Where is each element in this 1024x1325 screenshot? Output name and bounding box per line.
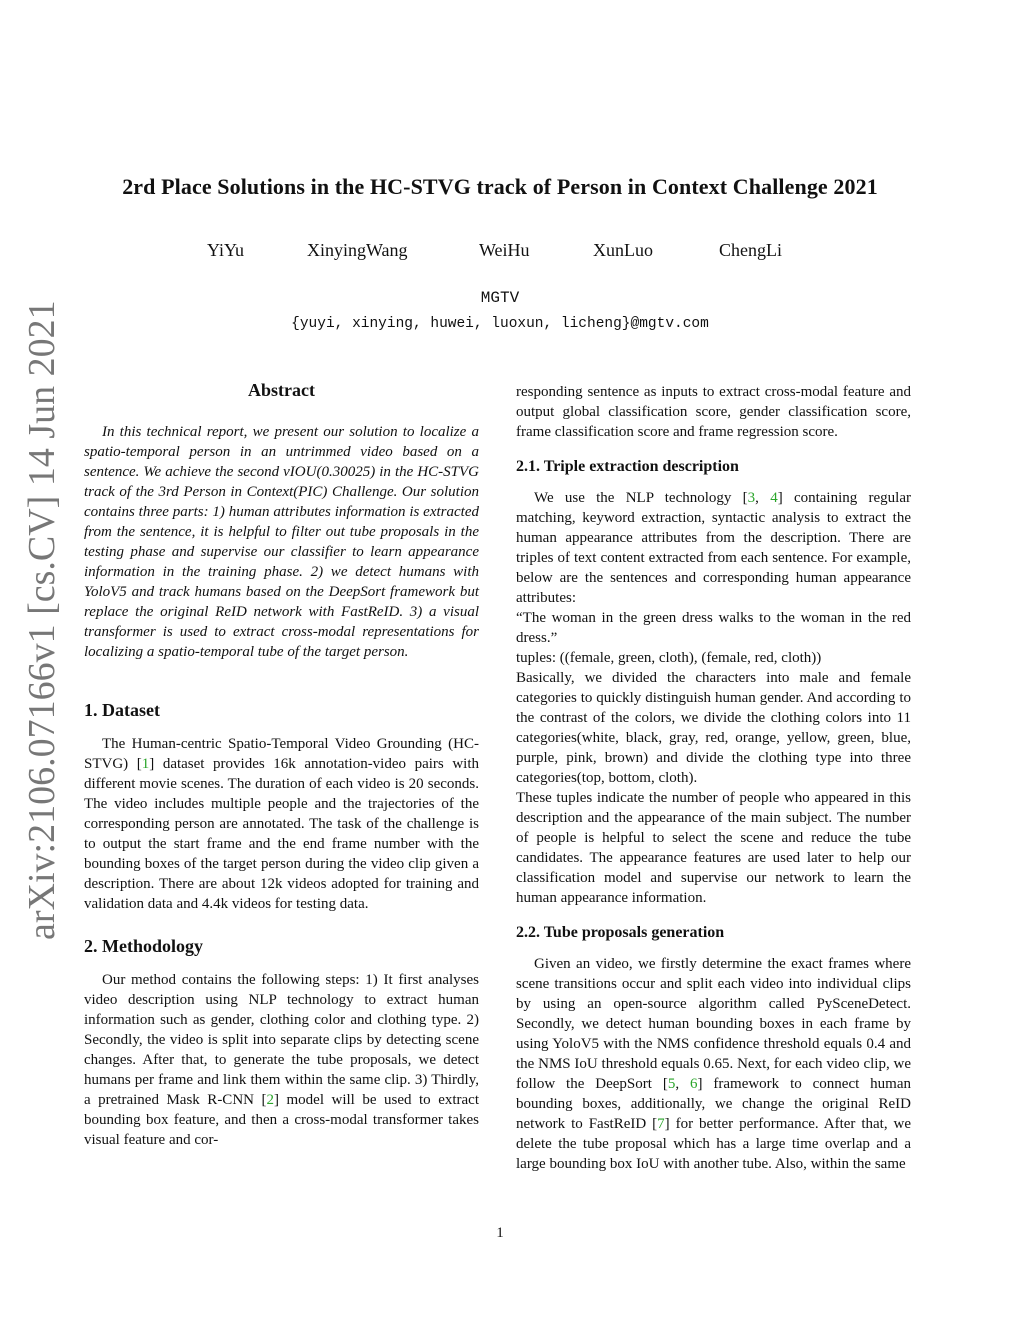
author-name: XunLuo xyxy=(593,240,653,260)
text-run: Given an video, we firstly determine the exact frames where scene transitions occur and split each video into individual clips by using an open-source algorithm called PySceneDetect. Secondly, we detect human bounding boxes in each frame by using YoloV5 with the NMS confidence threshold equals 0.4 and the NMS IoU threshold equals 0.65. Next, for each video clip, we follow the DeepSort [ xyxy=(516,956,911,1092)
example-tuples: tuples: ((female, green, cloth), (female, red, cloth)) xyxy=(516,650,822,666)
section-heading-tube-proposals: 2.2. Tube proposals generation xyxy=(516,924,725,941)
dataset-paragraph xyxy=(84,734,479,914)
abstract-heading: Abstract xyxy=(248,380,315,400)
text-run: ] model will be used to extract bounding box feature, and then a cross-modal transformer takes visual feature and cor- xyxy=(84,1092,479,1148)
author-emails: {yuyi, xinying, huwei, luoxun, licheng}@mgtv.com xyxy=(291,316,709,332)
text-run: ] for better performance. After that, we delete the tube proposal which has a large time overlap and a large bounding box IoU with another tube. Also, within the same xyxy=(516,1116,912,1172)
page-number: 1 xyxy=(496,1225,504,1241)
triple-paragraph xyxy=(516,488,911,608)
text-run: The Human-centric Spatio-Temporal Video Grounding (HC-STVG) [ xyxy=(84,736,479,772)
author-name: YiYu xyxy=(207,240,245,260)
citation-link[interactable]: 7 xyxy=(657,1116,665,1132)
example-quote: “The woman in the green dress walks to the woman in the red dress.” xyxy=(516,610,911,646)
section-heading-triple-extraction: 2.1. Triple extraction description xyxy=(516,458,739,475)
methodology-continuation: responding sentence as inputs to extract cross-modal feature and output global classification score, gender classification score, frame classification score and frame regression score. xyxy=(516,384,911,440)
text-run: ] containing regular matching, keyword extraction, syntactic analysis to extract the human appearance attributes from the description. There are triples of text content extracted from each sentence. For example, below are the sentences and corresponding human appearance attributes: xyxy=(516,490,911,606)
author-name: XinyingWang xyxy=(307,240,408,260)
tuples-usage-paragraph: These tuples indicate the number of people who appeared in this description and the appearance of the main subject. The number of people is helpful to select the scene and reduce the tube candidates. The appearance features are used later to help our classification model and supervise our network to learn the human appearance information. xyxy=(516,790,911,906)
author-name: WeiHu xyxy=(479,240,530,260)
text-run: , xyxy=(755,490,771,506)
author-list xyxy=(200,240,800,266)
text-run: ] framework to connect human bounding boxes, additionally, we change the original ReID network to FastReID [ xyxy=(516,1076,911,1132)
author-name: ChengLi xyxy=(719,240,782,260)
citation-link[interactable]: 4 xyxy=(770,490,778,506)
left-column xyxy=(84,378,479,1150)
section-heading-methodology: 2. Methodology xyxy=(84,936,203,956)
text-run: ] dataset provides 16k annotation-video pairs with different movie scenes. The duration of each video is 20 seconds. The video includes multiple people and the trajectories of the corresponding person are annotated. The task of the challenge is to output the start frame and the end frame number with the bounding boxes of the target person during the video clip given a description. There are about 12k videos adopted for training and validation data and 4.4k videos for testing data. xyxy=(84,756,479,912)
citation-link[interactable]: 3 xyxy=(747,490,756,506)
citation-link[interactable]: 1 xyxy=(141,756,150,772)
tube-proposals-paragraph xyxy=(516,954,911,1174)
citation-link[interactable]: 2 xyxy=(266,1092,274,1108)
paper-title: 2rd Place Solutions in the HC-STVG track of Person in Context Challenge 2021 xyxy=(122,174,878,199)
text-run: We use the NLP technology [ xyxy=(534,490,748,506)
gender-color-paragraph: Basically, we divided the characters into male and female categories to quickly distinguish human gender. And according to the contrast of the colors, we divide the clothing colors into 11 categories(white, black, gray, red, orange, yellow, green, blue, purple, pink, brown) and divide the clothing type into three categories(top, bottom, cloth). xyxy=(516,670,911,786)
section-heading-dataset: 1. Dataset xyxy=(84,700,160,720)
methodology-paragraph xyxy=(84,970,479,1150)
citation-link[interactable]: 6 xyxy=(689,1076,698,1092)
arxiv-identifier: arXiv:2106.07166v1 [cs.CV] 14 Jun 2021 xyxy=(21,300,63,940)
right-column xyxy=(516,382,911,1174)
text-run: , xyxy=(675,1076,690,1092)
abstract-text: In this technical report, we present our solution to localize a spatio-temporal person in an untrimmed video based on a sentence. We achieve the second vIOU(0.30025) in the HC-STVG track of the 3rd Person in Context(PIC) Challenge. Our solution contains three parts: 1) human attributes information is extracted from the sentence, it is helpful to filter out tube proposals in the testing phase and supervise our classifier to learn appearance information in the training phase. 2) we detect humans with YoloV5 and track humans based on the DeepSort framework but replace the original ReID network with FastReID. 3) a visual transformer is used to extract cross-modal representations for localizing a spatio-temporal tube of the target person. xyxy=(84,424,479,660)
citation-link[interactable]: 5 xyxy=(667,1076,676,1092)
affiliation: MGTV xyxy=(480,289,520,307)
text-run: Our method contains the following steps: 1) It first analyses video description using NLP technology to extract human information such as gender, clothing color and clothing type. 2) Secondly, the video is split into separate clips by detecting scene changes. After that, to generate the tube proposals, we detect humans per frame and link them within the same clip. 3) Thirdly, a pretrained Mask R-CNN [ xyxy=(84,972,479,1108)
